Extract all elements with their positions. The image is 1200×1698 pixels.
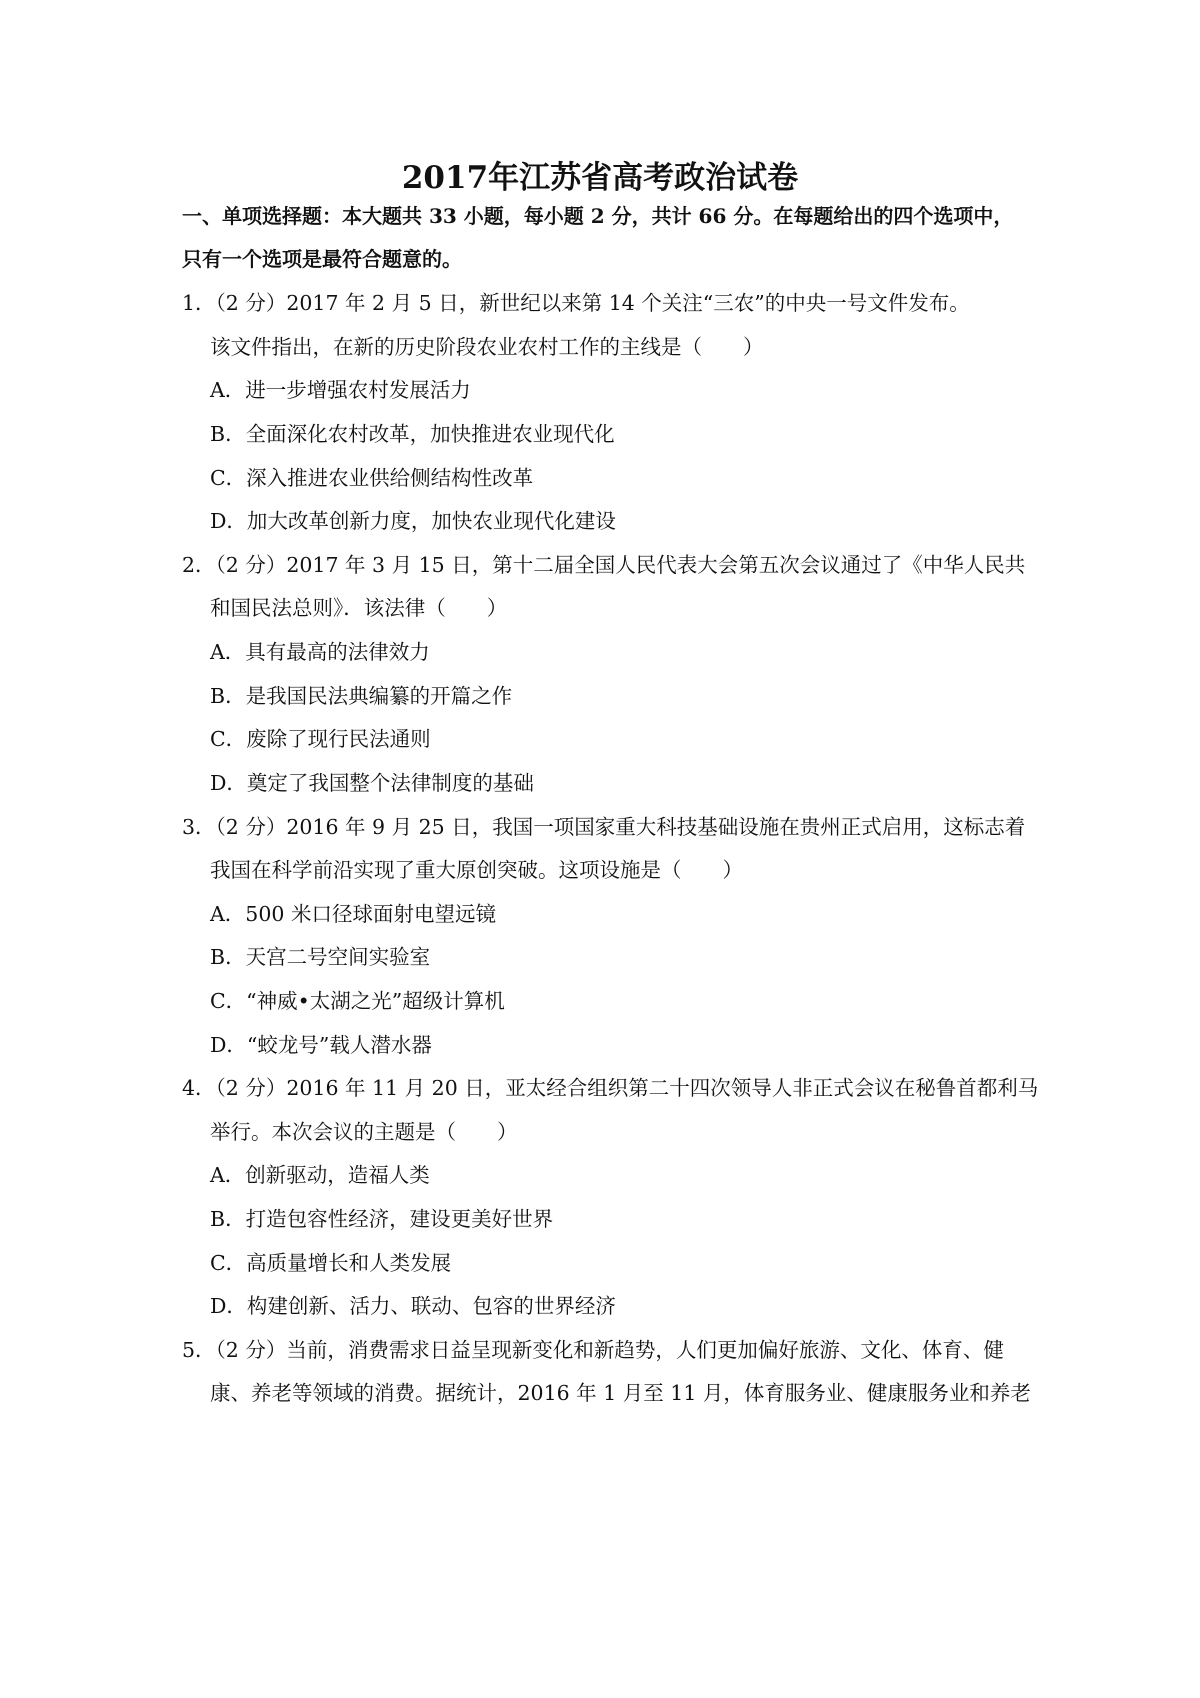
- question-4-option-b: B．打造包容性经济，建设更美好世界: [210, 1207, 554, 1231]
- question-3-option-c: C．“神威•太湖之光”超级计算机: [210, 989, 505, 1013]
- question-4-option-d: D．构建创新、活力、联动、包容的世界经济: [210, 1294, 616, 1318]
- question-4-stem: 4．（2 分）2016 年 11 月 20 日，亚太经合组织第二十四次领导人非正式会议在秘鲁首都利马: [182, 1076, 1039, 1100]
- question-2-option-d: D．奠定了我国整个法律制度的基础: [210, 771, 534, 795]
- section-instruction-line-1: 一、单项选择题：本大题共 33 小题，每小题 2 分，共计 66 分。在每题给出的四个选项中，: [182, 204, 1014, 228]
- section-instruction-line-2: 只有一个选项是最符合题意的。: [182, 247, 462, 271]
- question-5-stem: 5．（2 分）当前，消费需求日益呈现新变化和新趋势，人们更加偏好旅游、文化、体育、健: [182, 1338, 1004, 1362]
- question-4-option-c: C．高质量增长和人类发展: [210, 1251, 452, 1275]
- question-2-stem: 2．（2 分）2017 年 3 月 15 日，第十二届全国人民代表大会第五次会议通过了《中华人民共: [182, 553, 1026, 577]
- question-1-option-c: C．深入推进农业供给侧结构性改革: [210, 466, 534, 490]
- question-2-option-b: B．是我国民法典编纂的开篇之作: [210, 684, 513, 708]
- question-4-option-a: A．创新驱动，造福人类: [210, 1163, 430, 1187]
- question-3-stem: 3．（2 分）2016 年 9 月 25 日，我国一项国家重大科技基础设施在贵州正式启用，这标志着: [182, 815, 1026, 839]
- question-3-option-d: D．“蛟龙号”载人潜水器: [210, 1033, 432, 1057]
- question-3-option-a: A．500 米口径球面射电望远镜: [210, 902, 496, 926]
- question-2-option-a: A．具有最高的法律效力: [210, 640, 430, 664]
- question-1-stem: 1．（2 分）2017 年 2 月 5 日，新世纪以来第 14 个关注“三农”的中央一号文件发布。: [182, 291, 970, 315]
- question-2-option-c: C．废除了现行民法通则: [210, 727, 431, 751]
- question-3-option-b: B．天宫二号空间实验室: [210, 945, 431, 969]
- question-3-stem-continued: 我国在科学前沿实现了重大原创突破。这项设施是（ ）: [210, 858, 743, 882]
- question-1-option-d: D．加大改革创新力度，加快农业现代化建设: [210, 509, 616, 533]
- question-4-stem-continued: 举行。本次会议的主题是（ ）: [210, 1120, 518, 1144]
- question-1-option-a: A．进一步增强农村发展活力: [210, 378, 471, 402]
- question-1-stem-continued: 该文件指出，在新的历史阶段农业农村工作的主线是（ ）: [210, 335, 764, 359]
- question-1-option-b: B．全面深化农村改革，加快推进农业现代化: [210, 422, 615, 446]
- question-2-stem-continued: 和国民法总则》．该法律（ ）: [210, 596, 508, 620]
- page-title: 2017年江苏省高考政治试卷: [401, 160, 799, 196]
- question-5-stem-continued: 康、养老等领域的消费。据统计，2016 年 1 月至 11 月，体育服务业、健康服务业和养老: [210, 1381, 1031, 1405]
